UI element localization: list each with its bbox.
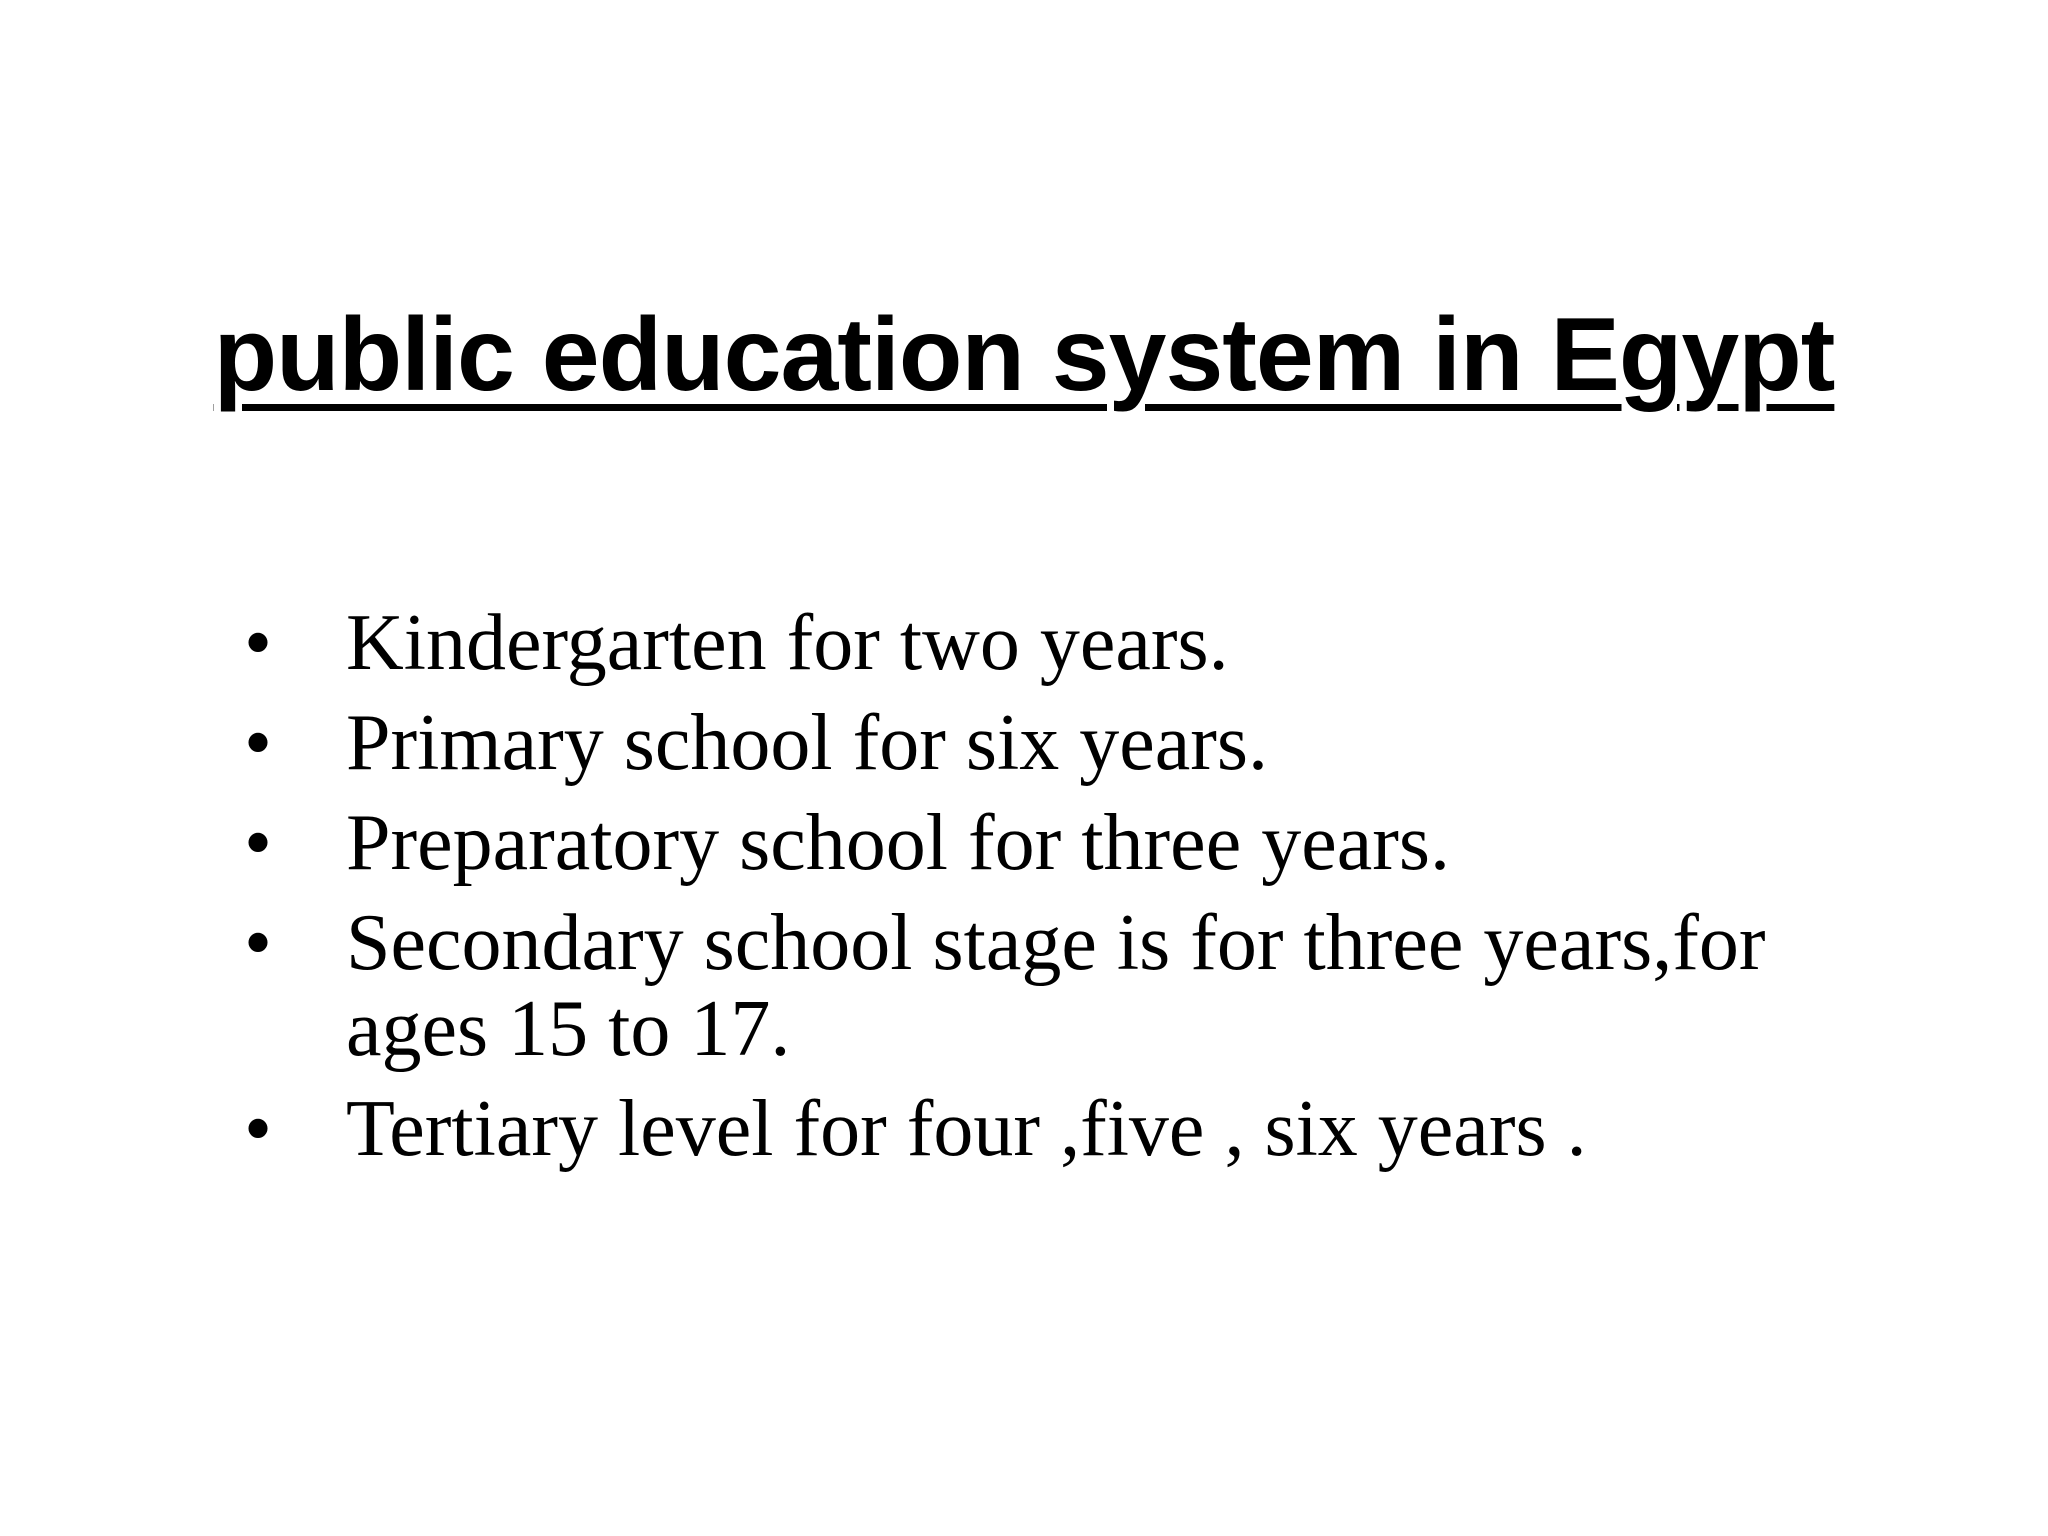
list-item-text: Tertiary level for four ,five , six years .	[346, 1085, 1587, 1173]
list-item	[238, 700, 1798, 786]
bullet-icon: •	[243, 899, 272, 987]
bullet-icon: •	[243, 1085, 272, 1173]
list-item-text: Secondary school stage is for three years,for ages 15 to 17.	[346, 899, 1766, 1073]
bullet-icon: •	[243, 599, 272, 687]
list-item	[238, 1086, 1798, 1172]
list-item-text: Preparatory school for three years.	[346, 799, 1450, 887]
list-item	[238, 900, 1798, 1072]
bullet-list	[238, 600, 1798, 1186]
slide-title: public education system in Egypt	[213, 297, 1835, 413]
list-item	[238, 800, 1798, 886]
list-item	[238, 600, 1798, 686]
list-item-text: Kindergarten for two years.	[346, 599, 1229, 687]
bullet-icon: •	[243, 799, 272, 887]
bullet-icon: •	[243, 699, 272, 787]
list-item-text: Primary school for six years.	[346, 699, 1269, 787]
